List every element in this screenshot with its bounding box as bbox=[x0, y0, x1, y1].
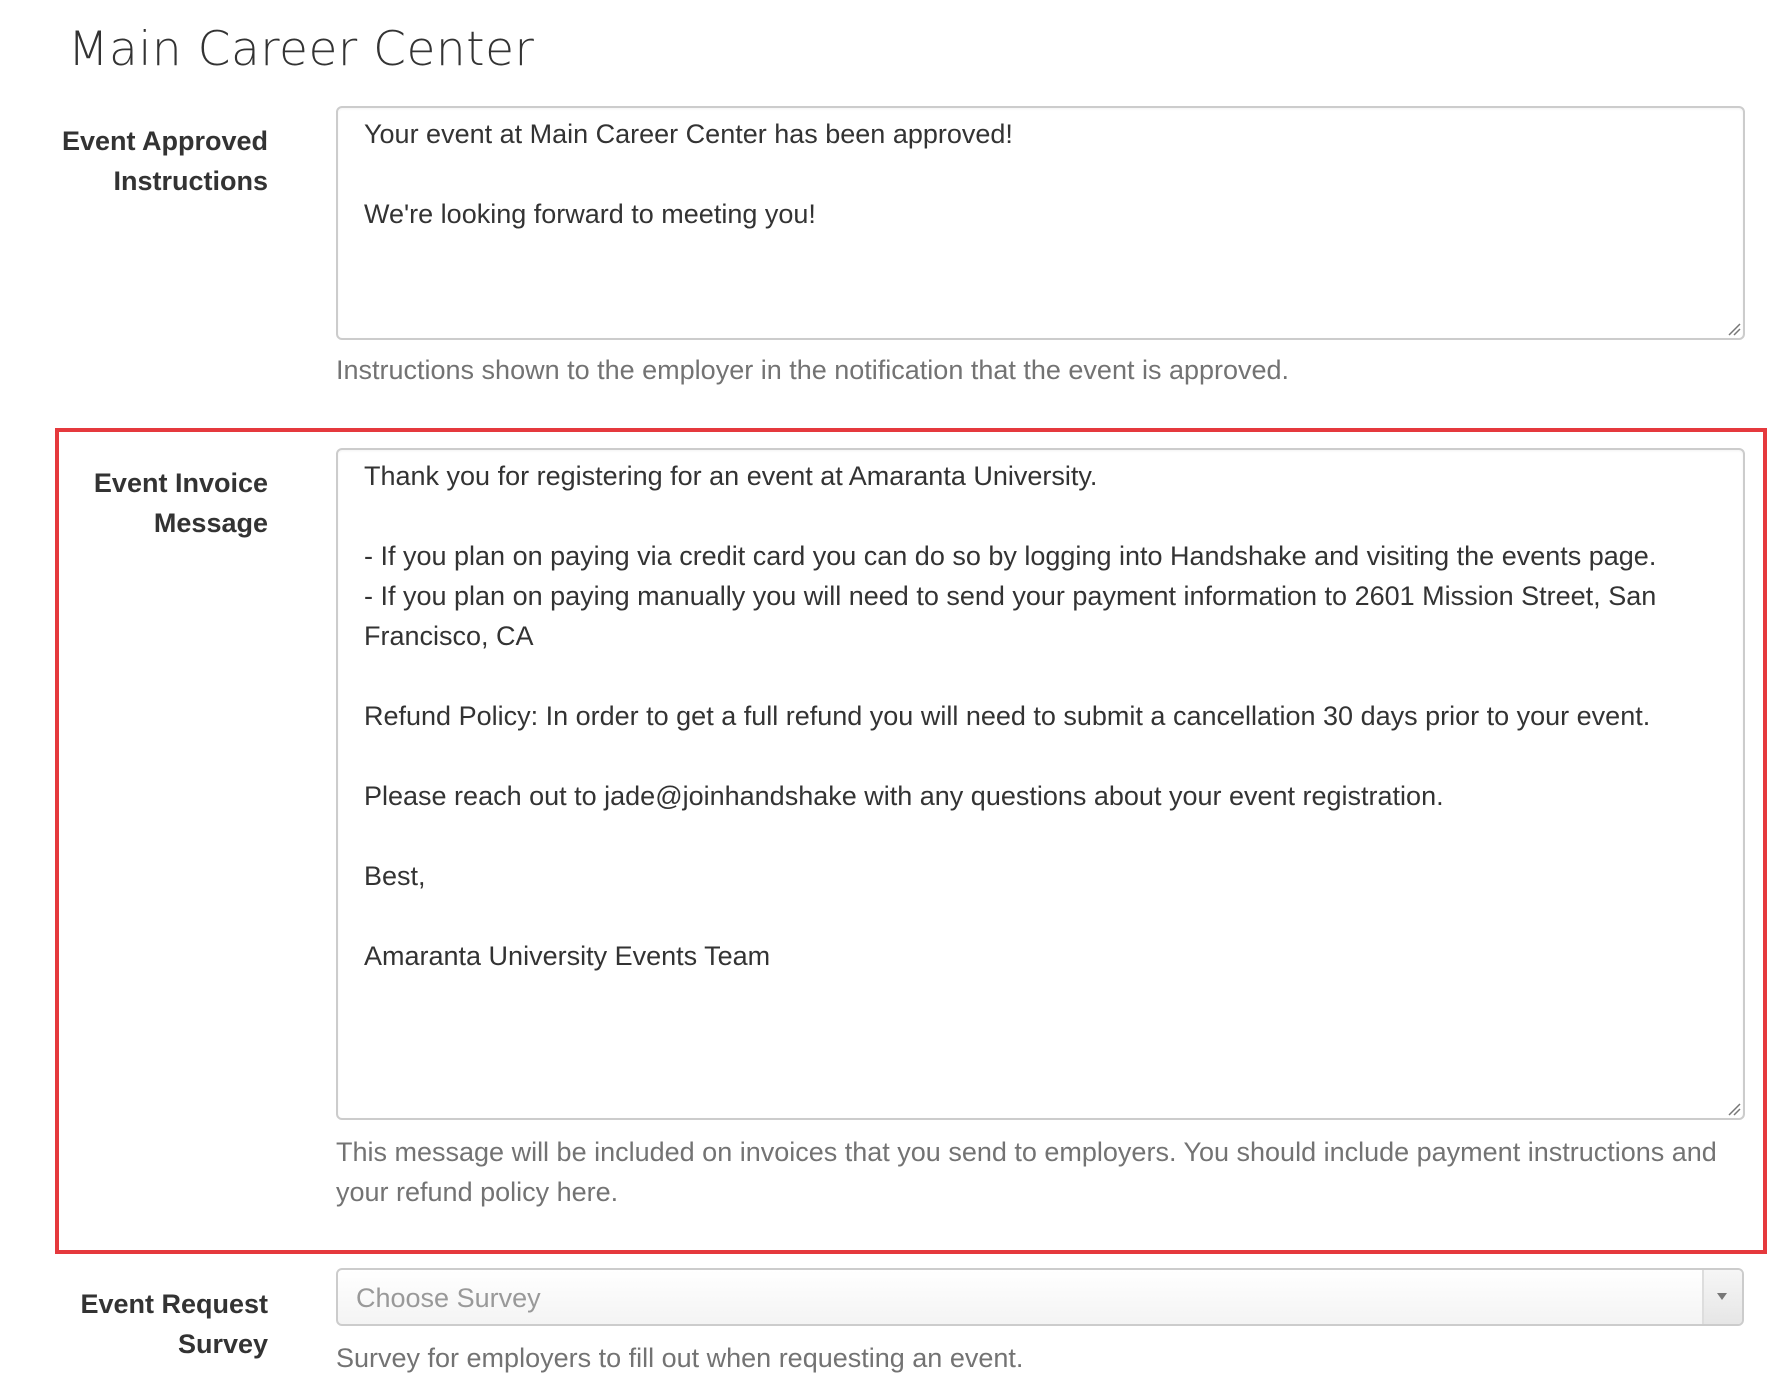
page-title: Main Career Center bbox=[68, 22, 535, 77]
event-invoice-message-help: This message will be included on invoices that you send to employers. You should include payment instructions and your refund policy here. bbox=[336, 1137, 1717, 1207]
event-approved-instructions-help: Instructions shown to the employer in the notification that the event is approved. bbox=[336, 355, 1290, 385]
resize-grip-icon[interactable] bbox=[1727, 1102, 1741, 1116]
caret-down-icon bbox=[1716, 1292, 1728, 1301]
event-invoice-message-label: Event Invoice Message bbox=[93, 468, 268, 538]
choose-survey-select[interactable] bbox=[336, 1268, 1744, 1326]
event-approved-instructions-textarea[interactable]: Your event at Main Career Center has been approved! We're looking forward to meeting you! bbox=[336, 106, 1745, 340]
choose-survey-placeholder: Choose Survey bbox=[356, 1283, 541, 1313]
event-request-survey-help: Survey for employers to fill out when requesting an event. bbox=[336, 1343, 1024, 1373]
select-arrow-button[interactable] bbox=[1702, 1270, 1742, 1324]
event-approved-instructions-label: Event Approved Instructions bbox=[61, 126, 268, 196]
resize-grip-icon[interactable] bbox=[1727, 322, 1741, 336]
event-invoice-message-textarea[interactable]: Thank you for registering for an event at Amaranta University. - If you plan on paying via credit card you can do so by logging into Handshake and visiting the events page. - If you plan on paying manually you will need to send your payment information to 2601 Mission Street, San Francisco, CA Refund Policy: In order to get a full refund you will need to submit a cancellation 30 days prior to your event. Please reach out to jade@joinhandshake with any questions about your event registration. Best, Amaranta University Events Team bbox=[336, 448, 1745, 1120]
event-request-survey-label: Event Request Survey bbox=[80, 1289, 268, 1359]
